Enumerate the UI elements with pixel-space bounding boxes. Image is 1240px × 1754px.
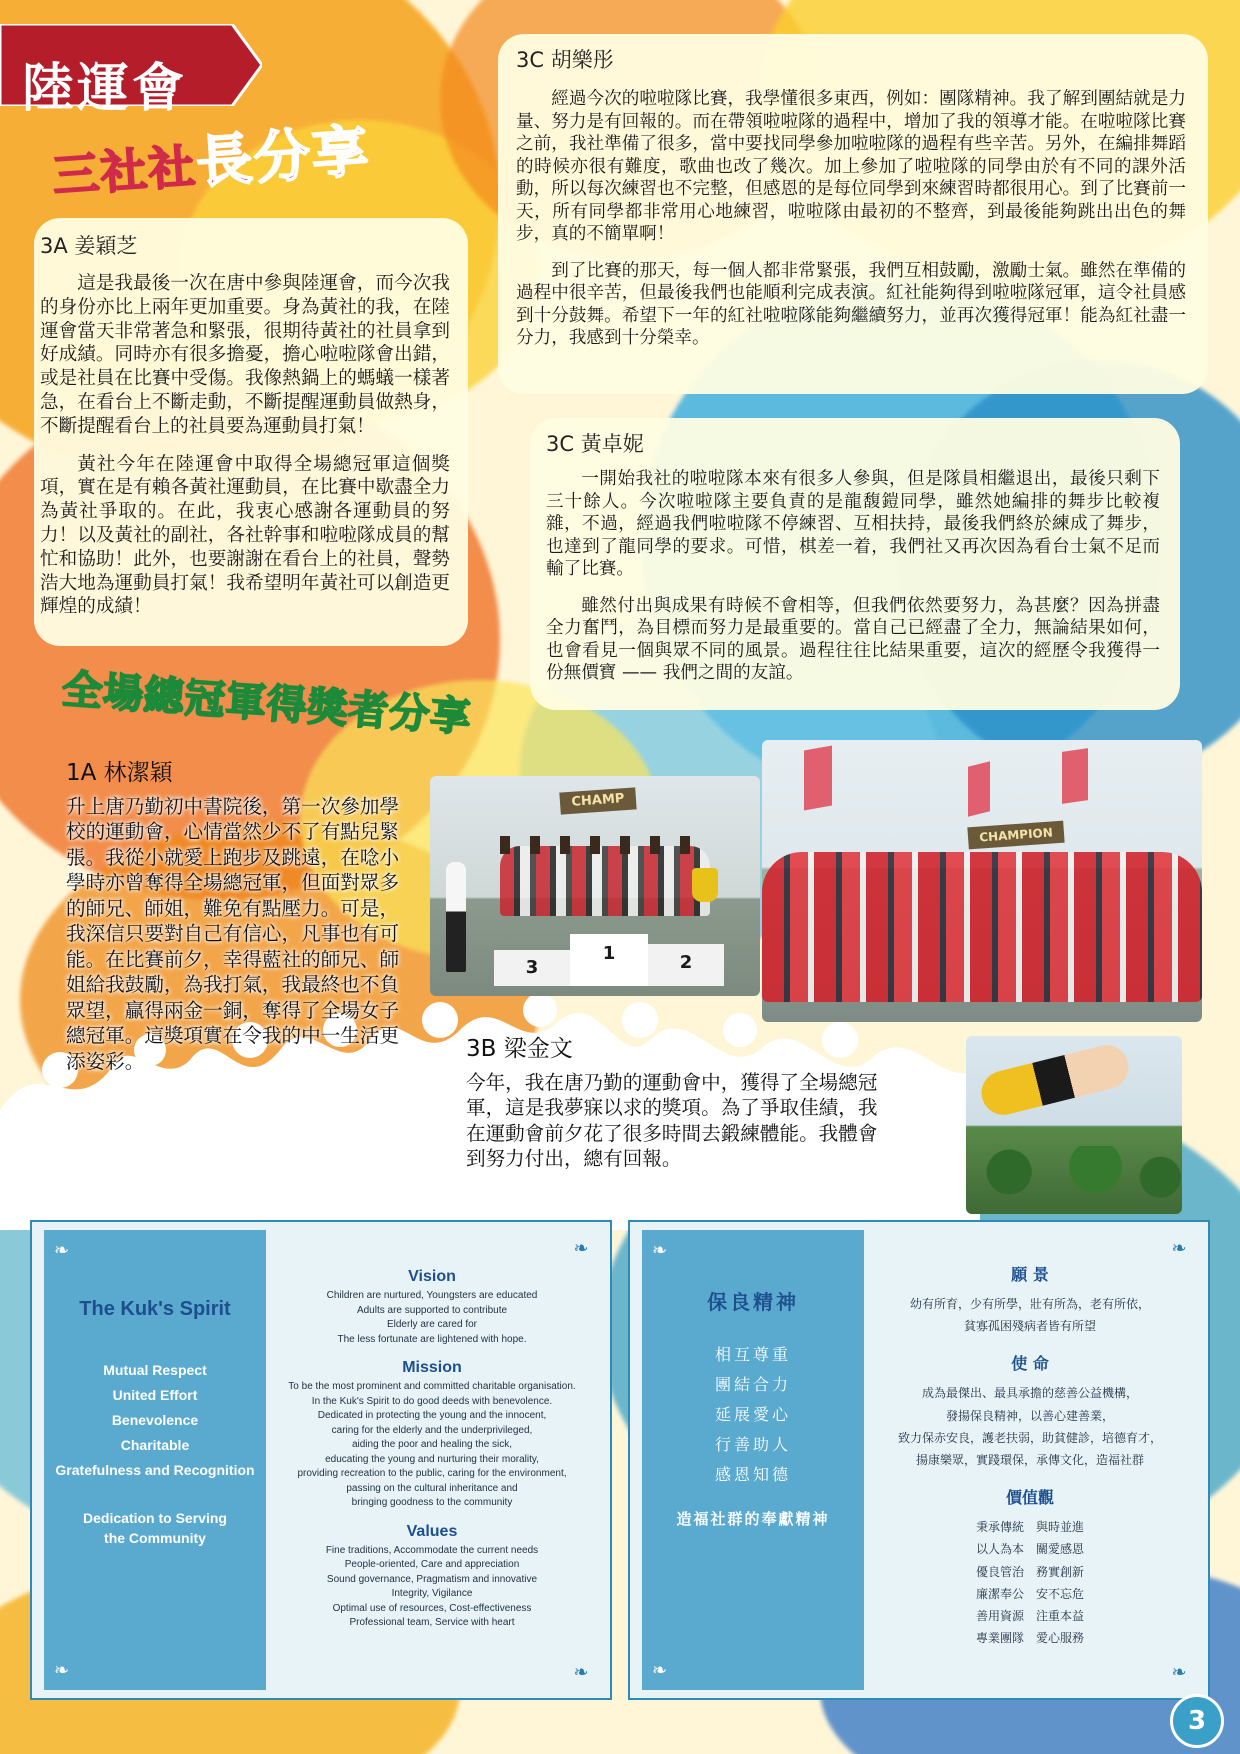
- leaf-icon: ❧: [1171, 1238, 1187, 1259]
- values-line: People-oriented, Care and appreciation: [344, 1559, 520, 1570]
- article-author-1a: 1A 林潔穎: [66, 760, 173, 786]
- article-paragraph: 經過今次的啦啦隊比賽，我學懂很多東西，例如：團隊精神。我了解到團結就是力量、努力是有回報的。而在帶領啦啦隊的過程中，增加了我的領導才能。在啦啦隊比賽之前，我社準備了很多，當中要找同學參加啦啦隊的過程有些辛苦。另外，在編排舞蹈的時候亦很有難度，歌曲也改了幾次。加上參加了啦啦隊的同學由於有不同的課外活動，所以每次練習也不完整，但感恩的是每位同學到來練習時都很用心。到了比賽前一天，所有同學都非常用心地練習，啦啦隊由最初的不整齊，到最後能夠跳出出色的舞步，真的不簡單啊！: [516, 89, 1186, 245]
- mission-line: aiding the poor and healing the sick,: [351, 1439, 513, 1450]
- teacher-figure: [446, 862, 466, 972]
- vision-line-zh: 幼有所育，少有所學，壯有所為，老有所依，: [909, 1297, 1150, 1311]
- mission-heading: Mission: [402, 1359, 462, 1376]
- title-part-2: 長分享: [194, 118, 373, 196]
- podium: [494, 934, 724, 986]
- values-heading: Values: [406, 1522, 458, 1540]
- leaf-icon: ❧: [652, 1660, 668, 1681]
- values-line-zh: 廉潔奉公 安不忘危: [975, 1586, 1084, 1601]
- vision-line: Elderly are cared for: [386, 1319, 478, 1330]
- mission-line-zh: 揚康樂眾，實踐環保，承傳文化，造福社群: [915, 1452, 1144, 1467]
- mission-heading-zh: 使 命: [1011, 1354, 1049, 1374]
- mission-line: Dedicated in protecting the young and the innocent,: [317, 1410, 547, 1421]
- vision-line: Children are nurtured, Youngsters are educated: [326, 1290, 538, 1301]
- vision-line: Adults are supported to contribute: [356, 1304, 508, 1316]
- title-part-1: 三社社: [50, 139, 199, 204]
- vision-line: The less fortunate are lightened with hope.: [337, 1333, 527, 1345]
- spirit-item: United Effort: [112, 1387, 198, 1403]
- mission-line: bringing goodness to the community: [351, 1497, 513, 1508]
- values-line: Sound governance, Pragmatism and innovative: [326, 1573, 538, 1585]
- mission-line: In the Kuk's Spirit to do good deeds with benevolence.: [311, 1395, 553, 1407]
- flag: [1062, 748, 1088, 804]
- podium-first: 1: [570, 934, 648, 986]
- vision-heading: Vision: [408, 1268, 456, 1285]
- mission-line: To be the most prominent and committed charitable organisation.: [288, 1381, 576, 1392]
- mission-line-zh: 發揚保良精神，以善心建善業，: [945, 1408, 1114, 1423]
- article-card-3a: [34, 218, 468, 646]
- values-line: Professional team, Service with heart: [349, 1617, 515, 1628]
- page-number: 3: [1170, 1694, 1224, 1748]
- dedication-line: the Community: [104, 1530, 206, 1546]
- panel-kuk-spirit-chinese: [628, 1220, 1210, 1700]
- spirit-item: 延展愛心: [714, 1405, 791, 1424]
- article-text-1a: 升上唐乃勤初中書院後，第一次參加學校的運動會，心情當然少不了有點兒緊張。我從小就愛上跑步及跳遠，在唸小學時亦曾奪得全場總冠軍，但面對眾多的師兄、師姐，難免有點壓力。可是，我深信只要對自己有信心，凡事也有可能。在比賽前夕，幸得藍社的師兄、師姐給我鼓勵，為我打氣，我最終也不負眾望，贏得兩金一銅，奪得了全場女子總冠軍。這獎項實在令我的中一生活更添姿彩。: [66, 795, 400, 1073]
- article-paragraph: 一開始我社的啦啦隊本來有很多人參與，但是隊員相繼退出，最後只剩下三十餘人。今次啦啦隊主要負責的是龍馥鎧同學，雖然她編排的舞步比較複雜，不過，經過我們啦啦隊不停練習、互相扶持，最後我們終於練成了舞步，也達到了龍同學的要求。可惜，棋差一着，我們社又再次因為看台士氣不足而輸了比賽。: [546, 469, 1160, 580]
- values-line-zh: 專業團隊 愛心服務: [975, 1631, 1084, 1646]
- panel-right-column: [864, 1230, 1196, 1690]
- panel-kuk-spirit-english: [30, 1220, 612, 1700]
- leaf-icon: ❧: [1171, 1662, 1187, 1683]
- article-text-3b: 今年，我在唐乃勤的運動會中，獲得了全場總冠軍，這是我夢寐以求的獎項。為了爭取佳績，我在運動會前夕花了很多時間去鍛練體能。我體會到努力付出，總有回報。: [466, 1071, 878, 1171]
- article-card-3c-wu: [498, 34, 1208, 394]
- dedication: [44, 1508, 266, 1548]
- mission-line: educating the young and nurturing their morality,: [325, 1453, 539, 1465]
- mission-line: caring for the elderly and the underprivileged,: [331, 1424, 533, 1436]
- mission-line-zh: 成為最傑出、最具承擔的慈善公益機構，: [921, 1386, 1138, 1401]
- leaf-icon: ❧: [54, 1240, 70, 1261]
- leaf-icon: ❧: [573, 1238, 589, 1259]
- banner-title: 陸運會: [22, 59, 188, 119]
- champion-sign: CHAMPION: [967, 821, 1064, 850]
- spirit-item: Charitable: [120, 1437, 190, 1453]
- spirit-title: The Kuk's Spirit: [79, 1298, 231, 1320]
- mission-line: providing recreation to the public, caring for the environment,: [297, 1468, 567, 1479]
- spirit-item: Gratefulness and Recognition: [55, 1462, 255, 1478]
- values-line-zh: 善用資源 注重本益: [975, 1608, 1084, 1623]
- leaf-icon: ❧: [652, 1240, 668, 1261]
- spirit-title-zh: 保良精神: [707, 1290, 799, 1314]
- mission-line-zh: 致力保赤安良，護老扶弱，助貧健診，培德育才，: [897, 1430, 1162, 1445]
- spirit-list-zh: [642, 1340, 864, 1490]
- trees: [966, 1146, 1182, 1198]
- article-card-3c-wong: [530, 418, 1180, 710]
- trophy: [692, 868, 718, 902]
- article-author: 3C 黃卓妮: [546, 432, 644, 456]
- photo-red-team-celebration: [762, 740, 1202, 1022]
- champion-sign: CHAMP: [559, 787, 636, 814]
- panel-left-column: [44, 1230, 266, 1690]
- values-line: Integrity, Vigilance: [391, 1588, 473, 1599]
- spirit-list: [44, 1358, 266, 1483]
- article-paragraph: 這是我最後一次在唐中參與陸運會，而今次我的身份亦比上兩年更加重要。身為黃社的我，在陸運會當天非常著急和緊張，很期待黃社的社員拿到好成績。同時亦有很多擔憂，擔心啦啦隊會出錯，或是社員在比賽中受傷。我像熱鍋上的螞蟻一樣著急，在看台上不斷走動，不斷提醒運動員做熱身，不斷提醒看台上的社員要為運動員打氣！: [40, 273, 450, 437]
- athletes-group: [500, 836, 710, 936]
- vision-line-zh: 貧寡孤困殘病者皆有所望: [963, 1319, 1096, 1334]
- article-author-3b: 3B 梁金文: [466, 1036, 573, 1062]
- mission-line: passing on the cultural inheritance and: [346, 1482, 518, 1494]
- values-line-zh: 以人為本 關愛感恩: [975, 1542, 1084, 1557]
- spirit-item: 感恩知德: [714, 1465, 791, 1484]
- spirit-item: 行善助人: [714, 1435, 791, 1454]
- vision-heading-zh: 願 景: [1011, 1265, 1049, 1284]
- values-line-zh: 優良管治 務實創新: [975, 1564, 1084, 1579]
- dedication-line: Dedication to Serving: [83, 1510, 227, 1526]
- values-heading-zh: 價值觀: [1005, 1488, 1054, 1508]
- leaf-icon: ❧: [54, 1660, 70, 1681]
- spirit-item: Benevolence: [111, 1412, 199, 1428]
- section-banner: [0, 24, 262, 119]
- dedication-zh: 造福社群的奉獻精神: [676, 1510, 830, 1528]
- panel-right-column: [266, 1230, 598, 1690]
- article-paragraph: 到了比賽的那天，每一個人都非常緊張，我們互相鼓勵，激勵士氣。雖然在準備的過程中很辛苦，但最後我們也能順利完成表演。紅社能夠得到啦啦隊冠軍，這令社員感到十分鼓舞。希望下一年的紅社啦啦隊能夠繼續努力，並再次獲得冠軍！能為紅社盡一分力，我感到十分榮幸。: [516, 260, 1186, 349]
- photo-podium-ceremony: [430, 776, 760, 996]
- article-author: 3C 胡樂彤: [516, 48, 614, 72]
- spirit-item: Mutual Respect: [103, 1362, 207, 1378]
- panel-left-column: [642, 1230, 864, 1690]
- section-title-champion: 全場總冠軍得獎者分享: [60, 666, 473, 742]
- article-author: 3A 姜穎芝: [40, 234, 138, 258]
- flag: [968, 761, 990, 816]
- podium-second: 2: [648, 944, 724, 986]
- athlete-jumping: [977, 1041, 1133, 1120]
- spirit-item: 相互尊重: [714, 1345, 791, 1364]
- article-paragraph: 黃社今年在陸運會中取得全場總冠軍這個獎項，實在是有賴各黃社運動員，在比賽中歇盡全力為黃社爭取的。在此，我衷心感謝各運動員的努力！以及黃社的副社，各社幹事和啦啦隊成員的幫忙和協助！此外，也要謝謝在看台上的社員，聲勢浩大地為運動員打氣！我希望明年黃社可以創造更輝煌的成績！: [40, 453, 450, 618]
- values-line: Optimal use of resources, Cost-effectiveness: [332, 1602, 532, 1614]
- photo-high-jump: [966, 1036, 1182, 1214]
- values-line-zh: 秉承傳統 與時並進: [975, 1520, 1084, 1535]
- team-members: [762, 852, 1202, 1002]
- leaf-icon: ❧: [573, 1662, 589, 1683]
- values-line: Fine traditions, Accommodate the current needs: [325, 1544, 539, 1556]
- flag: [804, 746, 832, 811]
- podium-third: 3: [494, 950, 570, 986]
- article-paragraph: 雖然付出與成果有時候不會相等，但我們依然要努力，為甚麼？因為拼盡全力奮鬥，為目標而努力是最重要的。當自己已經盡了全力，無論結果如何，也會看見一個與眾不同的風景。過程往往比結果重要，這次的經歷令我獲得一份無價寶 —— 我們之間的友誼。: [546, 595, 1160, 684]
- spirit-item: 團結合力: [714, 1375, 791, 1394]
